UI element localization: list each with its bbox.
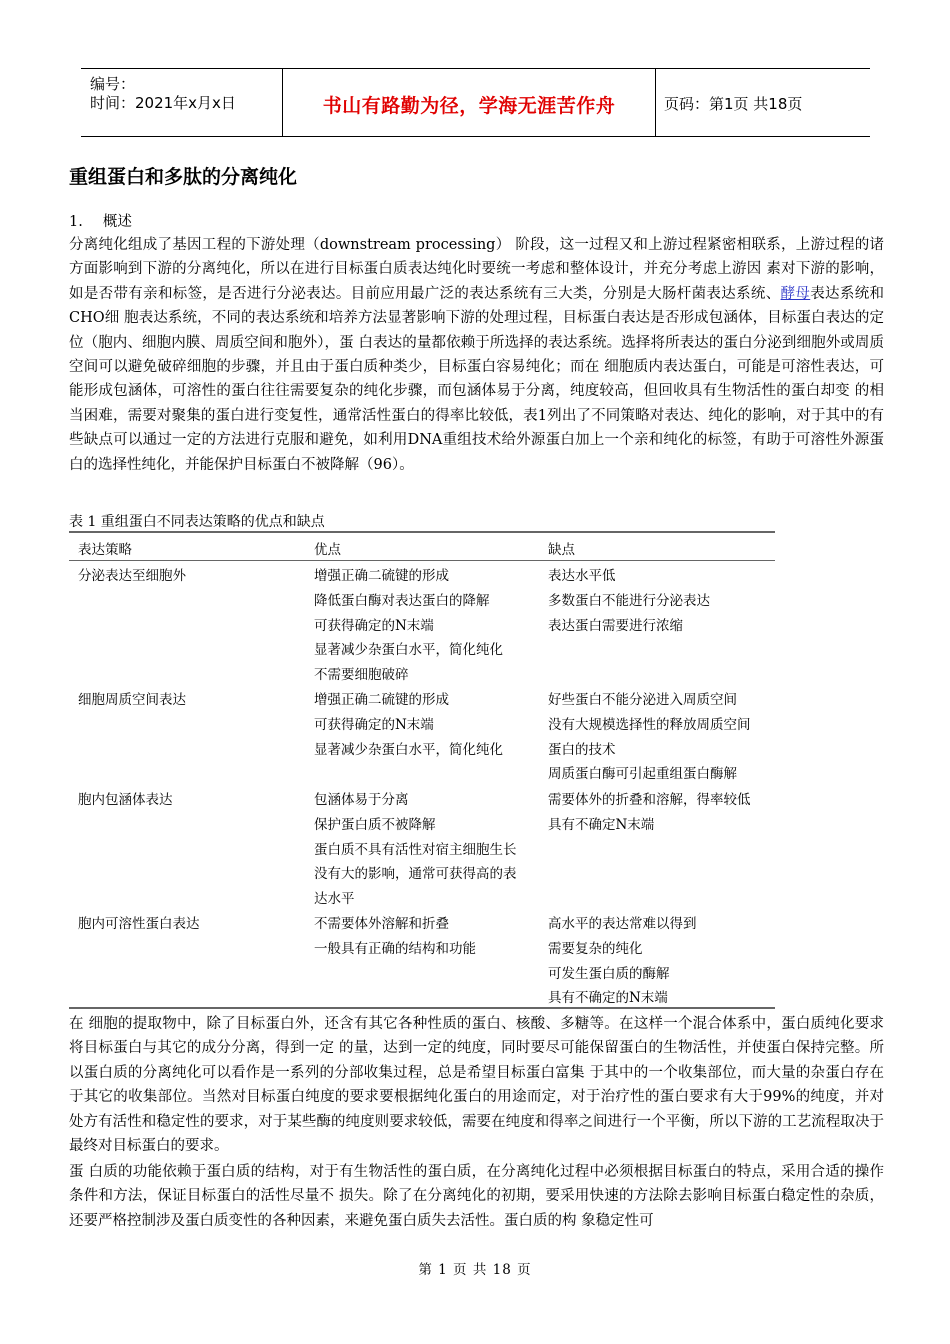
table-cell-con: 可发生蛋白质的酶解 (548, 965, 670, 982)
table-cell-pro: 不需要细胞破碎 (314, 667, 409, 684)
table-header-cons: 缺点 (548, 542, 575, 558)
table-cell-pro: 保护蛋白质不被降解 (314, 816, 436, 833)
table-cell-pro: 蛋白质不具有活性对宿主细胞生长 (314, 841, 517, 858)
doc-code-label: 编号： (90, 75, 136, 93)
table-cell-strategy: 胞内可溶性蛋白表达 (78, 916, 200, 932)
table-cell-strategy: 胞内包涵体表达 (78, 792, 173, 808)
doc-date-label: 时间：2021年x月x日 (90, 94, 236, 112)
table-cell-con: 好些蛋白不能分泌进入周质空间 (548, 692, 737, 708)
table-cell-pro: 降低蛋白酶对表达蛋白的降解 (314, 592, 490, 609)
table-cell-con: 具有不确定N末端 (548, 816, 655, 833)
section-heading (69, 210, 132, 231)
table-header-strategy: 表达策略 (78, 542, 132, 558)
page-footer: 第 1 页 共 18 页 (418, 1262, 532, 1278)
table-cell-con: 需要复杂的纯化 (548, 940, 643, 957)
yeast-link[interactable]: 酵母 (780, 285, 811, 302)
paragraph-overview (69, 233, 884, 477)
table-header-pros: 优点 (314, 542, 341, 558)
table-bottom-rule (69, 1007, 775, 1009)
table-cell-pro: 达水平 (314, 891, 355, 908)
table-cell-con: 多数蛋白不能进行分泌表达 (548, 592, 710, 609)
header-motto-cell (282, 69, 656, 136)
paragraph-extraction: 在 细胞的提取物中，除了目标蛋白外，还含有其它各种性质的蛋白、核酸、多糖等。在这样一个混合体系中，蛋白质纯化要求将目标蛋白与其它的成分分离，得到一定 的量，达到一定的纯度，同时要尽可能保留蛋白的生物活性，并使蛋白保持完整。所以蛋白质的分离纯化可以看作是一系列的分部收集过程，总是希望目标蛋白富集 于其中的一个收集部位，而大量的杂蛋白存在于其它的收集部位。当然对目标蛋白纯度的要求要根据纯化蛋白的用途而定，对于治疗性的蛋白要求有大于99%的纯度，并对处方有活性和稳定性的要求，对于某些酶的纯度则要求较低，需要在纯度和得率之间进行一个平衡，所以下游的工艺流程取决于最终对目标蛋白的要求。 (69, 1016, 884, 1155)
table-cell-con: 蛋白的技术 (548, 741, 616, 758)
table-cell-pro: 可获得确定的N末端 (314, 617, 434, 634)
paragraph-text: 分离纯化组成了基因工程的下游处理（downstream processing） 阶段，这一过程又和上游过程紧密相联系，上游过程的诸方面影响到下游的分离纯化，所以在进行目标蛋白质表达纯化时要统一考虑和整体设计，并充分考虑上游因 素对下游的影响，如是否带有亲和标签，是否进行分泌表达。目前应用最广泛的表达系统有三大类，分别是大肠杆菌表达系统、 (69, 237, 884, 302)
header-motto: 书山有路勤为径，学海无涯苦作舟 (322, 95, 616, 117)
table-cell-con: 需要体外的折叠和溶解，得率较低 (548, 792, 751, 808)
table-cell-pro: 可获得确定的N末端 (314, 716, 434, 733)
table-cell-strategy: 分泌表达至细胞外 (78, 568, 186, 584)
table-cell-con: 表达水平低 (548, 568, 616, 584)
table-cell-pro: 一般具有正确的结构和功能 (314, 940, 476, 957)
table-cell-con: 周质蛋白酶可引起重组蛋白酶解 (548, 766, 737, 783)
table-cell-pro: 增强正确二硫键的形成 (314, 692, 449, 708)
table-cell-con: 具有不确定的N末端 (548, 990, 668, 1007)
header-page-cell (655, 69, 870, 136)
header-info-cell (81, 69, 281, 136)
table-cell-pro: 包涵体易于分离 (314, 792, 409, 808)
document-header (81, 68, 870, 137)
header-page-label: 页码：第1页 共18页 (664, 95, 803, 113)
table-caption: 表 1 重组蛋白不同表达策略的优点和缺点 (69, 514, 325, 530)
table-cell-pro: 没有大的影响，通常可获得高的表 (314, 866, 517, 883)
table-cell-strategy: 细胞周质空间表达 (78, 692, 186, 708)
table-top-rule (69, 531, 775, 533)
table-cell-pro: 不需要体外溶解和折叠 (314, 916, 449, 932)
table-cell-pro: 增强正确二硫键的形成 (314, 568, 449, 584)
section-label: 概述 (102, 214, 132, 230)
section-number: 1. (69, 214, 83, 230)
page-title: 重组蛋白和多肽的分离纯化 (69, 166, 298, 188)
table-cell-con: 高水平的表达常难以得到 (548, 916, 697, 932)
table-cell-con: 没有大规模选择性的释放周质空间 (548, 716, 751, 733)
paragraph-stability: 蛋 白质的功能依赖于蛋白质的结构，对于有生物活性的蛋白质，在分离纯化过程中必须根据目标蛋白的特点，采用合适的操作条件和方法，保证目标蛋白的活性尽量不 损失。除了在分离纯化的初期，要采用快速的方法除去影响目标蛋白稳定性的杂质，还要严格控制涉及蛋白质变性的各种因素，来避免蛋白质失去活性。蛋白质的构 象稳定性可 (69, 1164, 884, 1229)
paragraph-text: 表达系统和CHO细 胞表达系统，不同的表达系统和培养方法显著影响下游的处理过程，目标蛋白表达是否形成包涵体，目标蛋白表达的定位（胞内、细胞内膜、周质空间和胞外），蛋 白表达的量都依赖于所选择的表达系统。选择将所表达的蛋白分泌到细胞外或周质空间可以避免破碎细胞的步骤，并且由于蛋白质种类少，目标蛋白容易纯化；而在 细胞质内表达蛋白，可能是可溶性表达，可能形成包涵体，可溶性的蛋白往往需要复杂的纯化步骤，而包涵体易于分离，纯度较高，但回收具有生物活性的蛋白却变 的相当困难，需要对聚集的蛋白进行变复性，通常活性蛋白的得率比较低，表1列出了不同策略对表达、纯化的影响，对于其中的有些缺点可以通过一定的方法进行克服和避免，如利用DNA重组技术给外源蛋白加上一个亲和纯化的标签，有助于可溶性外源蛋白的选择性纯化，并能保护目标蛋白不被降解（96）。 (69, 285, 885, 473)
table-header-rule (69, 560, 775, 561)
table-cell-pro: 显著减少杂蛋白水平，简化纯化 (314, 741, 503, 758)
table-cell-pro: 显著减少杂蛋白水平，简化纯化 (314, 642, 503, 659)
table-cell-con: 表达蛋白需要进行浓缩 (548, 617, 683, 634)
